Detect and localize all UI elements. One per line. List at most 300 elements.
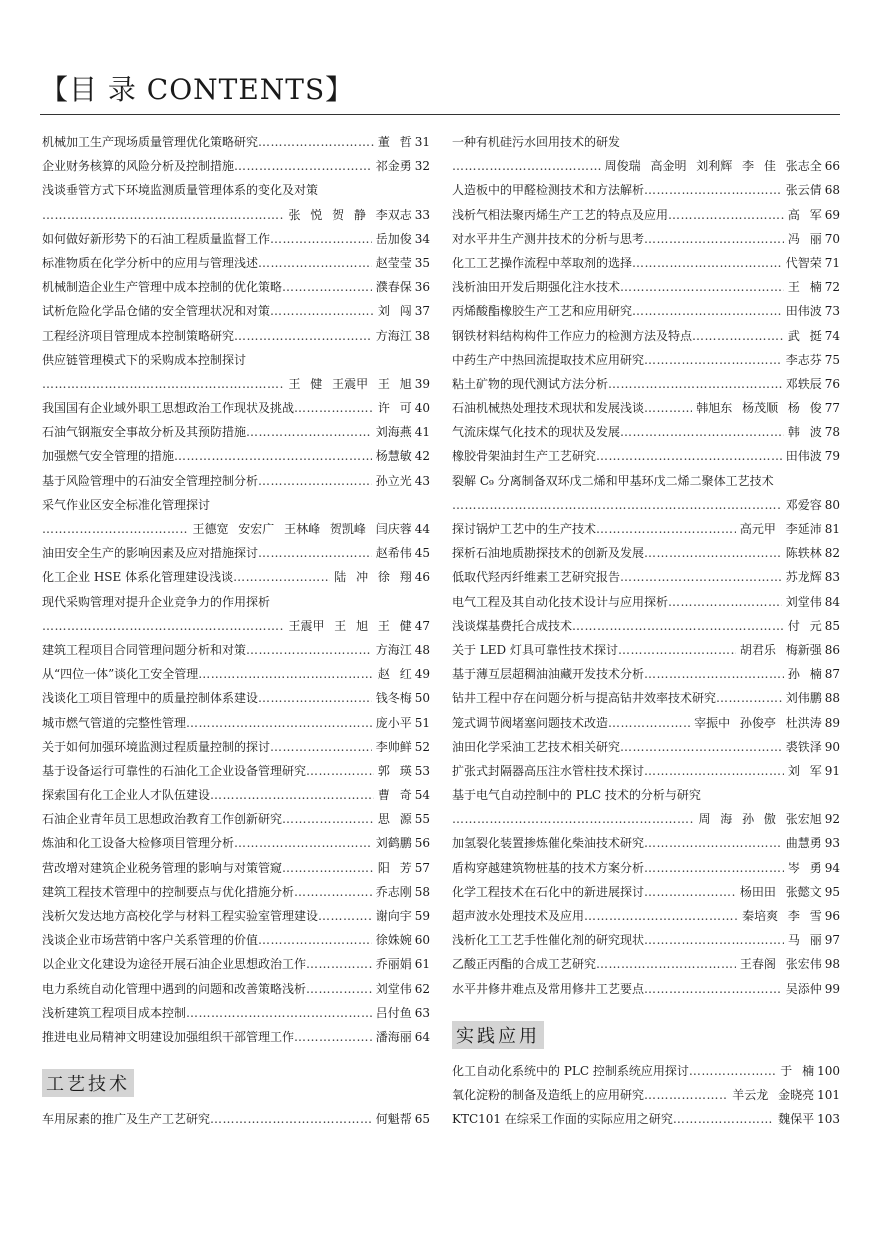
entry-author: 岳加俊 — [375, 231, 412, 246]
entry-author: 赵莹莹 — [375, 255, 412, 270]
entry-page-number: 94 — [824, 860, 840, 875]
entry-page-number: 98 — [824, 957, 840, 972]
entry-author: 冯 丽 — [787, 231, 822, 246]
entry-page-number: 53 — [414, 763, 430, 778]
entry-author: 于 楠 — [780, 1063, 815, 1078]
entry-title: 建筑工程项目合同管理问题分析和对策 — [42, 642, 247, 657]
entry-author: 刘堂伟 — [375, 981, 412, 996]
entry-author: 思 源 — [377, 812, 412, 827]
toc-entry[interactable] — [42, 517, 430, 541]
toc-entry[interactable] — [42, 856, 430, 880]
toc-entry[interactable] — [452, 372, 840, 396]
entry-page-number: 100 — [817, 1063, 840, 1078]
entry-author: 祁金勇 — [375, 159, 412, 174]
dot-leader — [42, 203, 284, 227]
entry-page-number: 45 — [414, 546, 430, 561]
entry-page-number: 54 — [414, 788, 430, 803]
entry-author: 王 健 王震甲 王 旭 — [288, 376, 412, 391]
entry-title: 基于薄互层超稠油油藏开发技术分析 — [452, 667, 645, 682]
toc-entry-title[interactable]: 现代采购管理对提升企业竞争力的作用探析 — [42, 594, 271, 609]
dot-leader — [608, 711, 690, 735]
entry-title: 油田化学采油工艺技术相关研究 — [452, 739, 621, 754]
toc-entry[interactable] — [42, 735, 430, 759]
dot-leader — [596, 444, 782, 468]
entry-author: 付 元 — [787, 618, 822, 633]
entry-author: 高 军 — [787, 207, 822, 222]
entry-author: 代智荣 — [785, 255, 822, 270]
entry-page-number: 58 — [414, 884, 430, 899]
entry-author: 张云倩 — [785, 183, 822, 198]
entry-author: 韩旭东 杨茂顺 杨 俊 — [696, 401, 822, 416]
dot-leader — [294, 396, 374, 420]
entry-page-number: 39 — [414, 376, 430, 391]
entry-title: 试析危险化学品仓储的安全管理状况和对策 — [42, 304, 271, 319]
entry-author: 刘 闯 — [377, 304, 412, 319]
entry-author: 高元甲 李延沛 — [739, 522, 822, 536]
entry-page-number: 40 — [414, 401, 430, 416]
entry-page-number: 44 — [414, 522, 430, 536]
dot-leader — [294, 880, 372, 904]
entry-page-number: 49 — [414, 667, 430, 682]
dot-leader — [644, 977, 782, 1001]
entry-title: 浅谈煤基费托合成技术 — [452, 618, 573, 633]
dot-leader — [258, 251, 372, 275]
toc-entry[interactable] — [42, 977, 430, 1001]
toc-entry[interactable] — [452, 154, 840, 178]
dot-leader — [234, 324, 372, 348]
entry-title: 探析石油地质勘探技术的创新及发展 — [452, 546, 645, 561]
entry-page-number: 70 — [824, 231, 840, 246]
entry-page-number: 80 — [824, 497, 840, 512]
entry-page-number: 86 — [824, 642, 840, 657]
toc-entry[interactable] — [452, 952, 840, 976]
section-heading-wrap — [452, 1021, 840, 1047]
toc-entry[interactable] — [452, 904, 840, 928]
toc-entry[interactable] — [452, 880, 840, 904]
toc-entry[interactable] — [452, 1083, 840, 1107]
dot-leader — [596, 517, 736, 541]
toc-entry[interactable] — [452, 396, 840, 420]
entry-page-number: 65 — [414, 1112, 430, 1127]
toc-entry[interactable] — [452, 977, 840, 1001]
toc-entry[interactable] — [42, 396, 430, 420]
entry-author: 钱冬梅 — [375, 691, 412, 706]
entry-author: 武 挺 — [787, 328, 822, 343]
entry-page-number: 36 — [414, 280, 430, 295]
toc-entry-title[interactable]: 采气作业区安全标准化管理探讨 — [42, 497, 211, 512]
toc-entry[interactable] — [42, 420, 430, 444]
entry-title: 石油机械热处理技术现状和发展浅谈 — [452, 401, 645, 416]
entry-page-number: 64 — [414, 1029, 430, 1044]
entry-page-number: 63 — [414, 1005, 430, 1020]
dot-leader — [572, 614, 784, 638]
toc-entry[interactable] — [452, 251, 840, 275]
entry-author: 孙立光 — [375, 473, 412, 488]
entry-author: 潘海丽 — [375, 1029, 412, 1044]
toc-entry-title[interactable]: 基于电气自动控制中的 PLC 技术的分析与研究 — [452, 788, 701, 803]
dot-leader — [644, 759, 784, 783]
dot-leader — [258, 686, 372, 710]
entry-author: 刘堂伟 — [785, 594, 822, 609]
dot-leader — [233, 565, 330, 589]
dot-leader — [270, 735, 372, 759]
entry-author: 刘鹤鹏 — [375, 836, 412, 851]
entry-title: 营改增对建筑企业税务管理的影响与对策管窥 — [42, 860, 283, 875]
entry-author: 王震甲 王 旭 王 健 — [288, 618, 412, 633]
dot-leader — [644, 856, 784, 880]
entry-author: 方海江 — [375, 642, 412, 657]
dot-leader — [596, 952, 736, 976]
toc-entry[interactable] — [452, 614, 840, 638]
entry-page-number: 32 — [414, 159, 430, 174]
entry-title: 浅析建筑工程项目成本控制 — [42, 1005, 187, 1020]
entry-author: 方海江 — [375, 328, 412, 343]
entry-title: 盾构穿越建筑物桩基的技术方案分析 — [452, 860, 645, 875]
entry-page-number: 57 — [414, 860, 430, 875]
entry-page-number: 96 — [824, 909, 840, 923]
entry-author: 田伟波 — [785, 304, 822, 319]
entry-page-number: 66 — [824, 159, 840, 174]
entry-page-number: 82 — [824, 546, 840, 561]
dot-leader — [644, 831, 782, 855]
entry-title: 氧化淀粉的制备及造纸上的应用研究 — [452, 1087, 645, 1102]
contents-left-column — [42, 130, 430, 1131]
toc-entry[interactable] — [42, 614, 430, 638]
entry-title: 中药生产中热回流提取技术应用研究 — [452, 352, 645, 367]
toc-entry[interactable] — [42, 783, 430, 807]
entry-title: 加氢裂化装置掺炼催化柴油技术研究 — [452, 836, 645, 851]
entry-title: 气流床煤气化技术的现状及发展 — [452, 425, 621, 440]
dot-leader — [306, 952, 372, 976]
toc-entry[interactable] — [452, 686, 840, 710]
entry-title: 我国国有企业域外职工思想政治工作现状及挑战 — [42, 401, 295, 416]
dot-leader — [632, 299, 782, 323]
entry-page-number: 69 — [824, 207, 840, 222]
entry-page-number: 79 — [824, 449, 840, 464]
entry-title: 乙酸正丙酯的合成工艺研究 — [452, 957, 597, 972]
dot-leader — [186, 711, 372, 735]
toc-entry-title[interactable]: 一种有机硅污水回用技术的研发 — [452, 135, 621, 149]
toc-entry[interactable] — [42, 686, 430, 710]
dot-leader — [306, 759, 374, 783]
entry-page-number: 99 — [824, 981, 840, 996]
entry-title: 推进电业局精神文明建设加强组织干部管理工作 — [42, 1029, 295, 1044]
entry-page-number: 83 — [824, 570, 840, 585]
entry-page-number: 81 — [824, 522, 840, 536]
dot-leader — [246, 420, 372, 444]
dot-leader — [673, 1107, 774, 1131]
entry-author: 邓轶辰 — [785, 376, 822, 391]
dot-leader — [452, 493, 782, 517]
dot-leader — [620, 420, 784, 444]
dot-leader — [258, 130, 374, 154]
toc-entry[interactable] — [42, 565, 430, 589]
entry-title: 工程经济项目管理成本控制策略研究 — [42, 328, 235, 343]
toc-entry[interactable] — [452, 831, 840, 855]
toc-entry[interactable] — [42, 444, 430, 468]
toc-entry[interactable] — [452, 227, 840, 251]
entry-page-number: 62 — [414, 981, 430, 996]
entry-page-number: 75 — [824, 352, 840, 367]
dot-leader — [282, 275, 372, 299]
entry-author: 郭 瑛 — [377, 763, 412, 778]
entry-author: 羊云龙 金晓亮 — [732, 1087, 815, 1102]
entry-title: 关于 LED 灯具可靠性技术探讨 — [452, 642, 618, 657]
toc-entry[interactable] — [452, 348, 840, 372]
entry-title: 人造板中的甲醛检测技术和方法解析 — [452, 183, 645, 198]
toc-entry[interactable] — [42, 807, 430, 831]
toc-entry[interactable] — [452, 711, 840, 735]
entry-page-number: 93 — [824, 836, 840, 851]
dot-leader — [234, 154, 372, 178]
dot-leader — [306, 977, 372, 1001]
toc-entry[interactable] — [452, 662, 840, 686]
entry-author: 刘伟鹏 — [785, 691, 822, 706]
entry-title: 浅谈化工项目管理中的质量控制体系建设 — [42, 691, 259, 706]
entry-author: 谢向宇 — [375, 909, 412, 923]
toc-entry[interactable] — [42, 1025, 430, 1049]
dot-leader — [318, 904, 372, 928]
entry-page-number: 34 — [414, 231, 430, 246]
entry-page-number: 89 — [824, 715, 840, 730]
entry-author: 曲慧勇 — [785, 836, 822, 851]
dot-leader — [644, 662, 784, 686]
toc-entry[interactable] — [452, 444, 840, 468]
contents-right-column — [452, 130, 840, 1131]
entry-author: 韩 波 — [787, 425, 822, 440]
entry-page-number: 91 — [824, 763, 840, 778]
toc-entry[interactable] — [452, 735, 840, 759]
entry-title: 超声波水处理技术及应用 — [452, 909, 585, 923]
entry-page-number: 33 — [414, 207, 430, 222]
entry-author: 杨慧敏 — [375, 449, 412, 464]
dot-leader — [452, 154, 601, 178]
entry-title: 粘土矿物的现代测试方法分析 — [452, 376, 609, 391]
entry-title: 化工自动化系统中的 PLC 控制系统应用探讨 — [452, 1063, 689, 1078]
entry-page-number: 50 — [414, 691, 430, 706]
dot-leader — [198, 662, 374, 686]
entry-title: 关于如何加强环境监测过程质量控制的探讨 — [42, 739, 271, 754]
entry-page-number: 92 — [824, 812, 840, 827]
toc-entry[interactable] — [42, 952, 430, 976]
toc-entry[interactable] — [452, 420, 840, 444]
entry-title: 浅析气相法聚丙烯生产工艺的特点及应用 — [452, 207, 669, 222]
toc-entry[interactable] — [42, 928, 430, 952]
dot-leader — [620, 735, 782, 759]
entry-page-number: 42 — [414, 449, 430, 464]
entry-author: 阳 芳 — [377, 860, 412, 875]
dot-leader — [210, 1107, 372, 1131]
toc-entry[interactable] — [452, 299, 840, 323]
entry-author: 乔志刚 — [375, 884, 412, 899]
entry-page-number: 101 — [817, 1087, 840, 1102]
toc-entry[interactable] — [42, 880, 430, 904]
toc-entry[interactable] — [452, 203, 840, 227]
entry-title: 如何做好新形势下的石油工程质量监督工作 — [42, 231, 271, 246]
entry-title: 化工企业 HSE 体系化管理建设浅谈 — [42, 570, 234, 585]
entry-title: 标准物质在化学分析中的应用与管理浅述 — [42, 255, 259, 270]
toc-entry[interactable] — [452, 638, 840, 662]
dot-leader — [258, 541, 372, 565]
toc-entry[interactable] — [42, 324, 430, 348]
entry-author: 李志芬 — [785, 352, 822, 367]
entry-page-number: 76 — [824, 376, 840, 391]
entry-title: 浅析化工工艺手性催化剂的研究现状 — [452, 933, 645, 948]
dot-leader — [282, 807, 374, 831]
entry-author: 濮春保 — [375, 280, 412, 295]
toc-entry[interactable] — [42, 372, 430, 396]
entry-title: 以企业文化建设为途径开展石油企业思想政治工作 — [42, 957, 307, 972]
toc-entry[interactable] — [452, 275, 840, 299]
entry-author: 吴添仲 — [785, 981, 822, 996]
entry-author: 陈轶林 — [785, 546, 822, 561]
entry-author: 庞小平 — [375, 715, 412, 730]
entry-title: 石油气钢瓶安全事故分析及其预防措施 — [42, 425, 247, 440]
dot-leader — [692, 324, 784, 348]
entry-page-number: 84 — [824, 594, 840, 609]
entry-page-number: 37 — [414, 304, 430, 319]
toc-entry[interactable] — [452, 565, 840, 589]
toc-entry[interactable] — [42, 251, 430, 275]
dot-leader — [644, 880, 736, 904]
entry-author: 赵希伟 — [375, 546, 412, 561]
toc-entry[interactable] — [452, 928, 840, 952]
entry-author: 张 悦 贺 静 李双志 — [288, 207, 412, 222]
toc-entry[interactable] — [42, 711, 430, 735]
toc-entry[interactable] — [452, 493, 840, 517]
dot-leader — [668, 590, 782, 614]
entry-author: 裘铁泽 — [785, 739, 822, 754]
entry-author: 宰振中 孙俊亭 杜洪涛 — [694, 715, 822, 730]
toc-entry[interactable] — [452, 590, 840, 614]
toc-entry[interactable] — [42, 299, 430, 323]
entry-author: 乔丽娟 — [375, 957, 412, 972]
toc-entry[interactable] — [452, 759, 840, 783]
toc-entry[interactable] — [452, 324, 840, 348]
entry-title: 机械制造企业生产管理中成本控制的优化策略 — [42, 280, 283, 295]
dot-leader — [668, 203, 784, 227]
dot-leader — [246, 638, 372, 662]
toc-entry-title[interactable]: 供应链管理模式下的采购成本控制探讨 — [42, 352, 247, 367]
entry-page-number: 77 — [824, 401, 840, 416]
entry-page-number: 87 — [824, 667, 840, 682]
toc-entry[interactable] — [42, 662, 430, 686]
entry-title: 探讨锅炉工艺中的生产技术 — [452, 522, 597, 536]
entry-page-number: 78 — [824, 425, 840, 440]
dot-leader — [282, 856, 374, 880]
entry-page-number: 43 — [414, 473, 430, 488]
toc-entry[interactable] — [452, 856, 840, 880]
entry-title: 基于风险管理中的石油安全管理控制分析 — [42, 473, 259, 488]
entry-page-number: 31 — [414, 135, 430, 149]
entry-title: 橡胶骨架油封生产工艺研究 — [452, 449, 597, 464]
dot-leader — [294, 1025, 372, 1049]
entry-title: 浅析油田开发后期强化注水技术 — [452, 280, 621, 295]
toc-entry[interactable] — [42, 275, 430, 299]
toc-entry[interactable] — [42, 1001, 430, 1025]
entry-author: 岑 勇 — [787, 860, 822, 875]
entry-page-number: 56 — [414, 836, 430, 851]
dot-leader — [618, 638, 736, 662]
toc-entry[interactable] — [452, 807, 840, 831]
toc-entry-title[interactable]: 浅谈垂管方式下环境监测质量管理体系的变化及对策 — [42, 183, 319, 198]
entry-page-number: 47 — [414, 618, 430, 633]
toc-entry[interactable] — [42, 831, 430, 855]
toc-entry[interactable] — [42, 227, 430, 251]
entry-title: 低取代羟丙纤维素工艺研究报告 — [452, 570, 621, 585]
entry-title: 笼式调节阀堵塞问题技术改造 — [452, 715, 609, 730]
toc-entry[interactable] — [42, 759, 430, 783]
toc-entry[interactable] — [42, 904, 430, 928]
entry-author: 王德宽 安宏广 王林峰 贺凯峰 闫庆蓉 — [192, 522, 412, 536]
section-heading-wrap — [42, 1069, 430, 1095]
section-heading: 工艺技术 — [42, 1069, 134, 1097]
dot-leader — [174, 444, 372, 468]
entry-page-number: 85 — [824, 618, 840, 633]
left-entry-list — [42, 130, 430, 1049]
right-section-entry-list — [452, 1059, 840, 1132]
toc-entry[interactable] — [452, 1059, 840, 1083]
toc-entry[interactable] — [452, 178, 840, 202]
entry-page-number: 103 — [817, 1112, 840, 1127]
dot-leader — [644, 1083, 728, 1107]
toc-entry[interactable] — [42, 638, 430, 662]
toc-entry[interactable] — [42, 1107, 430, 1131]
entry-author: 董 哲 — [377, 135, 412, 149]
toc-entry[interactable] — [42, 154, 430, 178]
entry-title: 电气工程及其自动化技术设计与应用探析 — [452, 594, 669, 609]
toc-entry[interactable] — [42, 541, 430, 565]
entry-author: 马 丽 — [787, 933, 822, 948]
entry-title: 从“四位一体”谈化工安全管理 — [42, 667, 199, 682]
entry-page-number: 68 — [824, 183, 840, 198]
entry-author: 胡君乐 梅新强 — [739, 642, 822, 657]
entry-title: 钻井工程中存在问题分析与提高钻井效率技术研究 — [452, 691, 717, 706]
entry-author: 王 楠 — [787, 280, 822, 295]
entry-author: 王春阁 张宏伟 — [739, 957, 822, 972]
entry-title: 丙烯酸酯橡胶生产工艺和应用研究 — [452, 304, 633, 319]
entry-title: 加强燃气安全管理的措施 — [42, 449, 175, 464]
entry-title: 企业财务核算的风险分析及控制措施 — [42, 159, 235, 174]
toc-entry[interactable] — [452, 517, 840, 541]
toc-entry[interactable] — [42, 469, 430, 493]
dot-leader — [258, 928, 372, 952]
entry-page-number: 35 — [414, 255, 430, 270]
entry-title: 对水平井生产测井技术的分析与思考 — [452, 231, 645, 246]
entry-author: 杨田田 张懿文 — [739, 884, 822, 899]
entry-author: 邓爱容 — [785, 497, 822, 512]
entry-page-number: 51 — [414, 715, 430, 730]
entry-title: 机械加工生产现场质量管理优化策略研究 — [42, 135, 259, 149]
entry-title: KTC101 在综采工作面的实际应用之研究 — [452, 1112, 673, 1127]
toc-entry-title[interactable]: 裂解 C₉ 分离制备双环戊二烯和甲基环戊二烯二聚体工艺技术 — [452, 473, 774, 488]
toc-entry[interactable] — [452, 541, 840, 565]
entry-title: 基于设备运行可靠性的石油化工企业设备管理研究 — [42, 763, 307, 778]
entry-author: 周俊瑞 高金明 刘利辉 李 佳 张志全 — [604, 159, 822, 174]
entry-page-number: 48 — [414, 642, 430, 657]
toc-entry[interactable] — [42, 130, 430, 154]
entry-title: 炼油和化工设备大检修项目管理分析 — [42, 836, 235, 851]
dot-leader — [644, 348, 782, 372]
entry-page-number: 74 — [824, 328, 840, 343]
entry-author: 刘海燕 — [375, 425, 412, 440]
toc-entry[interactable] — [42, 203, 430, 227]
entry-page-number: 60 — [414, 933, 430, 948]
entry-title: 水平井修井难点及常用修井工艺要点 — [452, 981, 645, 996]
toc-entry[interactable] — [452, 1107, 840, 1131]
dot-leader — [632, 251, 782, 275]
entry-author: 周 海 孙 傲 张宏旭 — [698, 812, 822, 827]
